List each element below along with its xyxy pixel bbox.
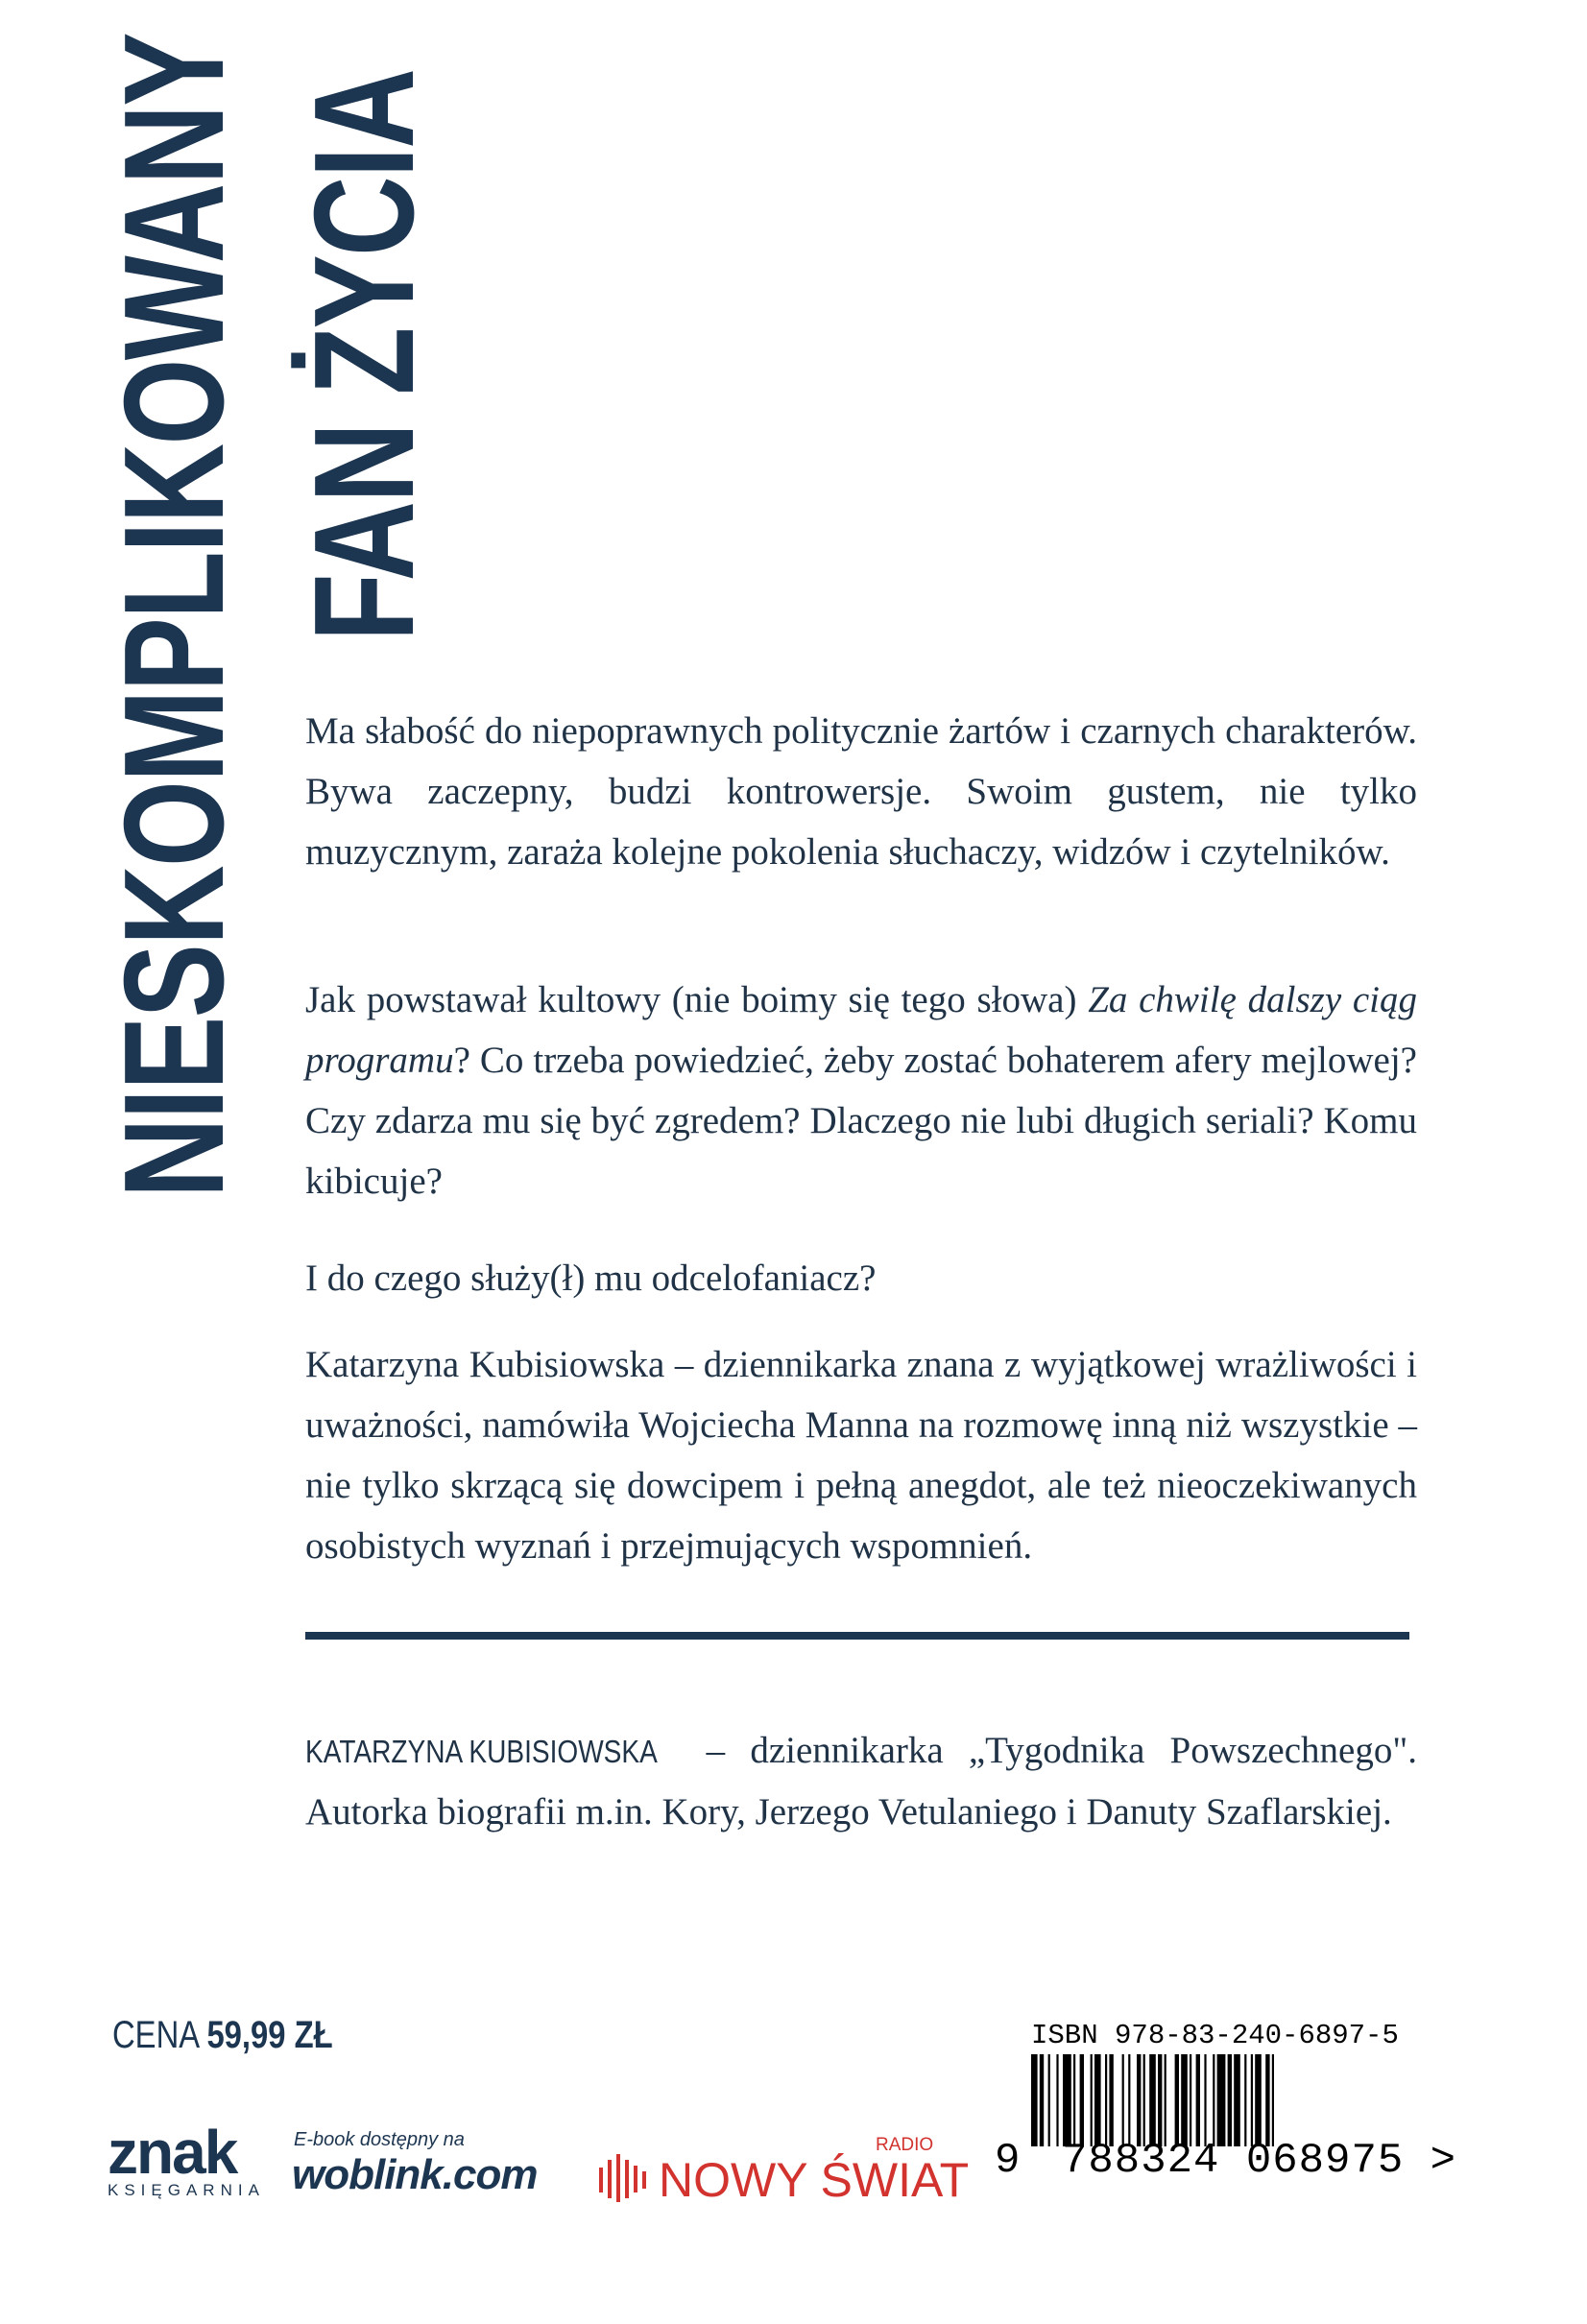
author-name: KATARZYNA KUBISIOWSKA: [305, 1734, 658, 1769]
author-bio: [305, 1720, 1417, 1842]
radio-name: NOWY ŚWIAT: [659, 2153, 970, 2207]
price: [112, 2014, 333, 2057]
blurb-paragraph-2-start: Jak powstawał kultowy (nie boimy się tego słowa): [305, 979, 1089, 1020]
price-value: 59,99 ZŁ: [206, 2014, 333, 2056]
znak-logo-word: znak: [108, 2118, 237, 2187]
title-line-1: NIESKOMPLIKOWANY: [95, 34, 253, 1199]
show-title-italic: Za chwilę dalszy ciąg programu: [305, 979, 1418, 1081]
radio-label: RADIO: [876, 2135, 934, 2155]
woblink-wordmark: woblink.com: [292, 2151, 538, 2198]
barcode-digits: 788324 068975 >: [1062, 2137, 1457, 2185]
title-line-2: FAN ŻYCIA: [285, 69, 444, 642]
sound-wave-icon: [597, 2135, 655, 2206]
znak-logo: [108, 2118, 271, 2200]
woblink-caption: E-book dostępny na: [294, 2129, 465, 2150]
blurb-paragraph-1-text: Ma słabość do niepoprawnych politycznie żartów i czarnych charakterów. Bywa zaczepny, budzi kontrowersje. Swoim gustem, nie tylko muzycznym, zaraża kolejne pokolenia słuchaczy, widzów i czytelników.: [305, 710, 1417, 873]
isbn-number: ISBN 978-83-240-6897-5: [1031, 2020, 1399, 2051]
isbn-barcode: [995, 2020, 1457, 2212]
blurb-paragraph-3-text: I do czego służy(ł) mu odcelofaniacz?: [305, 1258, 877, 1299]
woblink-logo: [292, 2129, 537, 2199]
author-bio-text: – dziennikarka „Tygodnika Powszechnego". Autorka biografii m.in. Kory, Jerzego Vetulaniego i Danuty Szaflarskiej.: [305, 1730, 1417, 1833]
blurb-paragraph-2-end: ? Co trzeba powiedzieć, żeby zostać bohaterem afery mejlowej? Czy zdarza mu się być zgredem? Dlaczego nie lubi długich seriali? Komu kibicuje?: [305, 1040, 1417, 1202]
barcode-lead-digit: 9: [995, 2137, 1021, 2185]
blurb-paragraph-1: [305, 701, 1417, 882]
znak-logo-subtitle: KSIĘGARNIA: [108, 2181, 265, 2199]
blurb-paragraph-4: [305, 1334, 1417, 1576]
price-label: CENA: [112, 2014, 207, 2056]
section-divider: [305, 1632, 1409, 1640]
blurb-paragraph-3: [305, 1248, 1417, 1308]
blurb-paragraph-4-text: Katarzyna Kubisiowska – dziennikarka znana z wyjątkowej wrażliwości i uważności, namówiła Wojciecha Manna na rozmowę inną niż wszystkie – nie tylko skrzącą się dowcipem i pełną anegdot, ale też nieoczekiwanych osobistych wyznań i przejmujących wspomnień.: [305, 1344, 1417, 1567]
barcode-icon: [1031, 2054, 1396, 2146]
blurb-paragraph-2: [305, 970, 1417, 1211]
radio-nowy-swiat-logo: [597, 2135, 970, 2207]
